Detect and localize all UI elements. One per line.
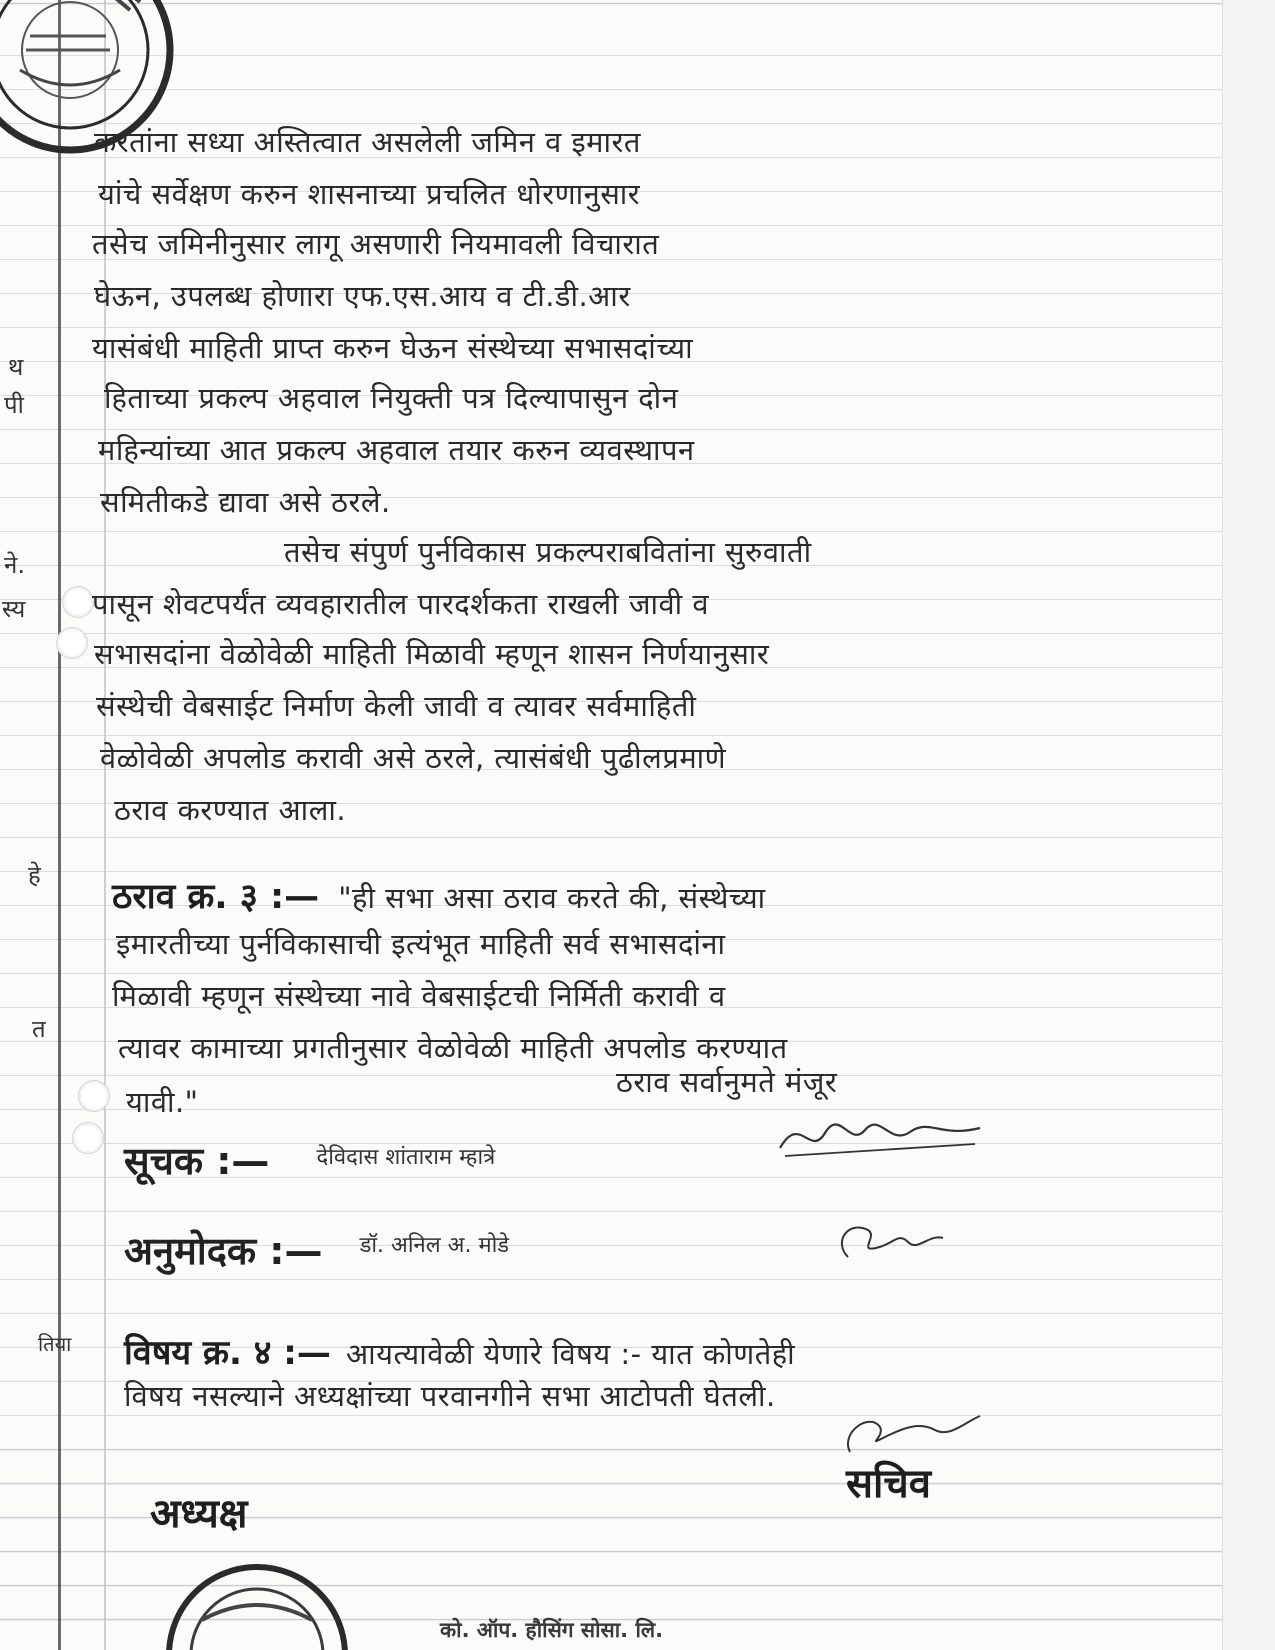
text-line: महिन्यांच्या आत प्रकल्प अहवाल तयार करुन व्यवस्थापन [98,433,695,467]
text-line: त्यावर कामाच्या प्रगतीनुसार वेळोवेळी माहिती अपलोड करण्यात [118,1031,788,1065]
secretary-label: सचिव [846,1461,932,1507]
text-line: विषय नसल्याने अध्यक्षांच्या परवानगीने सभा आटोपती घेतली. [124,1379,776,1413]
text-line: सभासदांना वेळोवेळी माहिती मिळावी म्हणून शासन निर्णयानुसार [94,637,770,671]
text-line: तसेच जमिनीनुसार लागू असणारी नियमावली विचारात [92,227,660,261]
text-line: आयत्यावेळी येणारे विषय :- यात कोणतेही [346,1337,796,1371]
secretary-signature [840,1402,990,1462]
text-line: यावी." [126,1085,199,1119]
subject-4-label: विषय क्र. ४ :— [124,1333,331,1373]
text-line: वेळोवेळी अपलोड करावी असे ठरले, त्यासंबंधी पुढीलप्रमाणे [100,741,727,775]
subject-4-row [124,1328,795,1374]
text-line: ठराव करण्यात आला. [114,793,347,827]
text-line: यांचे सर्वेक्षण करुन शासनाच्या प्रचलित धोरणानुसार [98,177,641,211]
text-line: संस्थेची वेबसाईट निर्माण केली जावी व त्यावर सर्वमाहिती [96,689,697,723]
proposer-name: देविदास शांताराम म्हात्रे [316,1145,496,1170]
proposer-row [124,1134,495,1186]
scan-edge [1222,0,1275,1650]
text-line: घेऊन, उपलब्ध होणारा एफ.एस.आय व टी.डी.आर [94,279,631,313]
margin-note: त [32,1015,46,1043]
margin-note: हे [28,861,41,889]
proposer-label: सूचक :— [124,1139,270,1183]
margin-note: स्य [2,595,26,623]
text-line: पासून शेवटपर्यंत व्यवहारातील पारदर्शकता राखली जावी व [92,587,709,621]
text-line: तसेच संपुर्ण पुर्नविकास प्रकल्पराबवितांना सुरुवाती [284,535,812,569]
seconder-row [124,1224,509,1276]
resolution-approval: ठराव सर्वानुमते मंजूर [616,1065,838,1099]
punch-hole [72,1122,104,1154]
society-stamp-bottom [162,1560,352,1650]
proposer-signature [770,1108,990,1168]
text-line: "ही सभा असा ठराव करते की, संस्थेच्या [338,881,766,915]
footer-stamp-text: को. ऑप. हौसिंग सोसा. लि. [440,1618,664,1642]
text-line: समितीकडे द्यावा असे ठरले. [100,485,391,519]
text-line: मिळावी म्हणून संस्थेच्या नावे वेबसाईटची निर्मिती करावी व [112,979,726,1013]
text-line: करतांना सध्या अस्तित्वात असलेली जमिन व इमारत [94,125,641,159]
seconder-label: अनुमोदक :— [124,1229,323,1273]
margin-note: पी [4,391,24,419]
resolution-label: ठराव क्र. ३ :— [112,877,320,917]
president-label: अध्यक्ष [150,1491,248,1537]
text-line: यासंबंधी माहिती प्राप्त करुन घेऊन संस्थेच्या सभासदांच्या [92,331,694,365]
seconder-signature [828,1212,958,1272]
text-line: हिताच्या प्रकल्प अहवाल नियुक्ती पत्र दिल्यापासुन दोन [104,381,679,415]
margin-note: तिया [38,1332,72,1356]
text-line: इमारतीच्या पुर्नविकासाची इत्यंभूत माहिती सर्व सभासदांना [116,927,726,961]
seconder-name: डॉ. अनिल अ. मोडे [359,1233,510,1258]
margin-note: थ [8,353,24,381]
margin-note: ने. [4,551,25,579]
